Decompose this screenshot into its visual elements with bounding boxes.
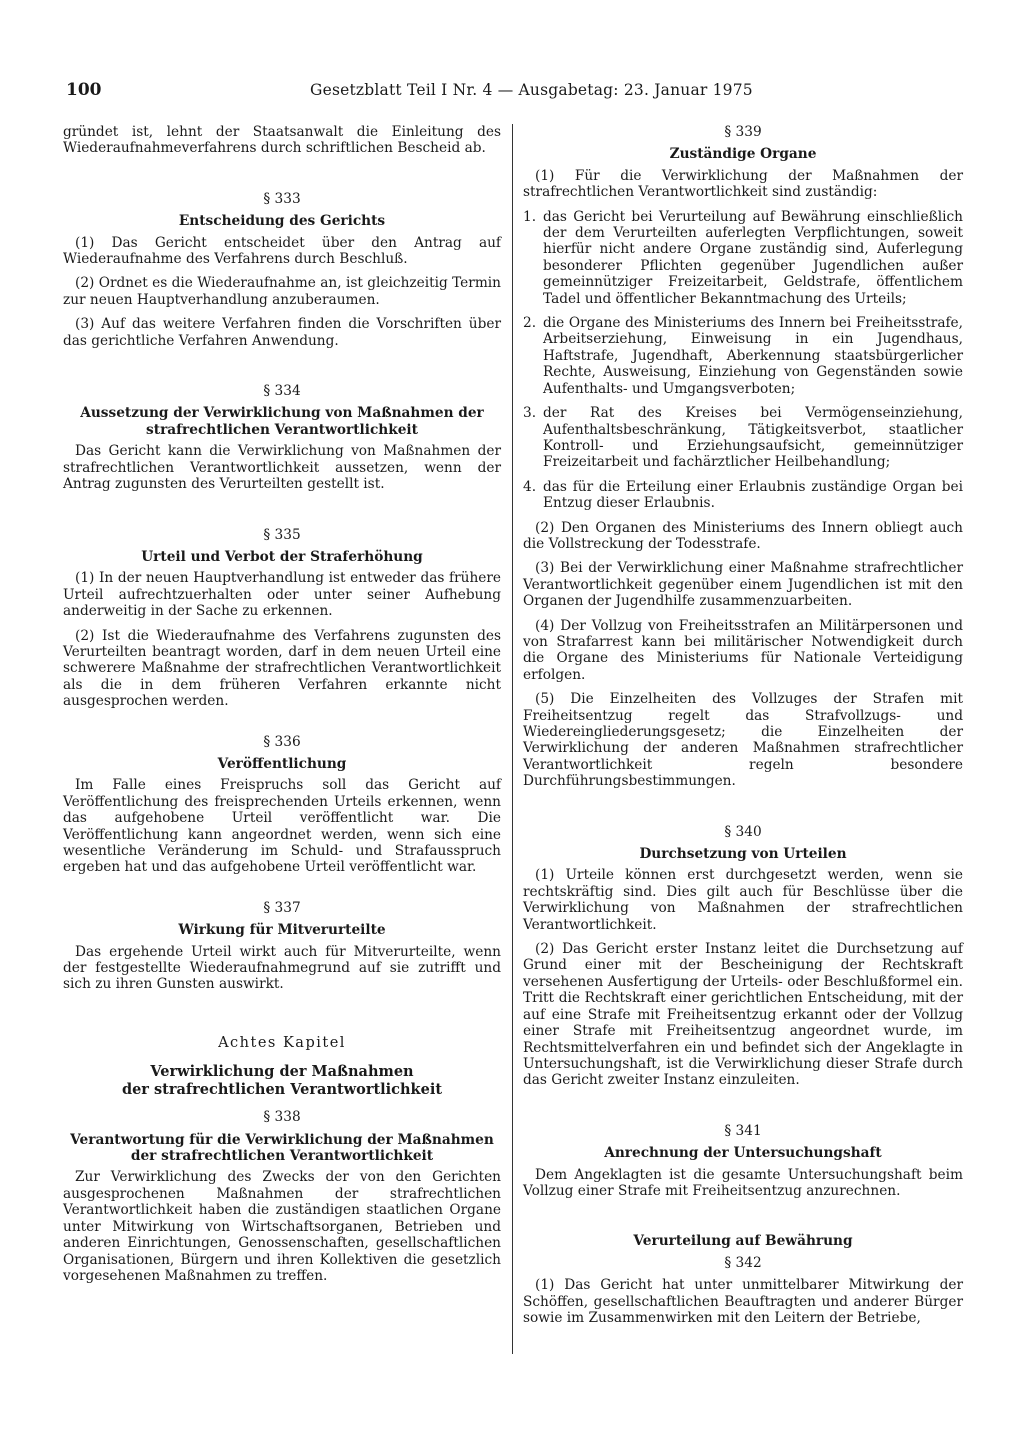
section-title: Wirkung für Mitverurteilte — [178, 922, 386, 939]
section-number: § 335 — [263, 526, 301, 543]
section-paragraph: Das Gericht kann die Verwirklichung von Maßnahmen der strafrechtlichen Verantwortlichkeit aussetzen, wenn der Antrag zugunsten des Verurteilten gestellt ist. — [63, 443, 501, 493]
section-number: § 340 — [724, 823, 762, 840]
section-paragraph: (1) Das Gericht entscheidet über den Antrag auf Wiederaufnahme des Verfahrens durch Beschluß. — [63, 234, 501, 268]
chapter-title — [63, 1063, 501, 1099]
section-334 — [63, 383, 501, 492]
list-item-text: die Organe des Ministeriums des Innern bei Freiheitsstrafe, Arbeitserziehung, Einweisung in ein Jugendhaus, Haftstrafe, Jugendhaft, Aberkennung staatsbürgerlicher Rechte, Ausweisung, Einziehung von Gegenständen sowie Aufenthalts- und Umgangsverboten; — [543, 315, 963, 397]
continuation-paragraph: gründet ist, lehnt der Staatsanwalt die Einleitung des Wiederaufnahmeverfahrens durch schriftlichen Bescheid ab. — [63, 124, 501, 157]
section-number: § 337 — [263, 899, 301, 916]
section-335 — [63, 527, 501, 710]
page-number: 100 — [66, 80, 102, 100]
section-number: § 334 — [263, 383, 301, 400]
chapter-title-line: Verwirklichung der Maßnahmen — [150, 1063, 414, 1081]
section-title: Anrechnung der Untersuchungshaft — [604, 1145, 882, 1162]
section-paragraph: (3) Auf das weitere Verfahren finden die Vorschriften über das gerichtliche Verfahren Anwendung. — [63, 316, 501, 349]
section-paragraph: Im Falle eines Freispruchs soll das Gericht auf Veröffentlichung des freisprechenden Urteils erkennen, wenn das aufgehobene Urteil veröffentlicht war. Die Veröffentlichung kann angeordnet werden, wenn sich eine wesentliche Veränderung im Schuld- und Strafausspruch ergeben hat und das aufgehobene Urteil veröffentlicht war. — [63, 777, 501, 876]
list-item-number: 2. — [523, 315, 537, 332]
section-title: Entscheidung des Gerichts — [178, 213, 386, 230]
section-paragraph: (2) Ordnet es die Wiederaufnahme an, ist gleichzeitig Termin zur neuen Hauptverhandlung anzuberaumen. — [63, 275, 501, 308]
section-paragraph: (3) Bei der Verwirklichung einer Maßnahme strafrechtlicher Verantwortlichkeit gegenüber einem Jugendlichen ist mit den Organen der Jugendhilfe zusammenzuarbeiten. — [523, 560, 963, 610]
column-divider — [512, 124, 513, 1354]
list-item — [523, 405, 963, 471]
section-paragraph: (1) Für die Verwirklichung der Maßnahmen der strafrechtlichen Verantwortlichkeit sind zuständig: — [523, 167, 963, 201]
list-item — [523, 209, 963, 307]
section-title: Veröffentlichung — [217, 755, 347, 772]
section-paragraph: (1) Urteile können erst durchgesetzt werden, wenn sie rechtskräftig sind. Dies gilt auch für Beschlüsse über die Verwirklichung von Maßnahmen der strafrechtlichen Verantwortlichkeit. — [523, 867, 963, 933]
list-item-number: 4. — [523, 478, 537, 495]
list-item-text: der Rat des Kreises bei Vermögenseinziehung, Aufenthaltsbeschränkung, Tätigkeitsverbot, staatlicher Kontroll- und Erziehungsaufsicht, gemeinnütziger Freizeitarbeit und fachärztlicher Heilbehandlung; — [543, 405, 963, 471]
list-item — [523, 479, 963, 512]
section-paragraph: (2) Ist die Wiederaufnahme des Verfahrens zugunsten des Verurteilten beantragt worden, darf in dem neuen Urteil eine schwerere Maßnahme der strafrechtlichen Verantwortlichkeit als die in dem früheren Verfahren erkannte nicht ausgesprochen werden. — [63, 627, 501, 710]
section-342 — [523, 1255, 963, 1327]
section-paragraph: (2) Den Organen des Ministeriums des Innern obliegt auch die Vollstreckung der Todesstrafe. — [523, 519, 963, 552]
section-number: § 341 — [724, 1122, 762, 1139]
chapter-heading — [63, 1035, 501, 1099]
enumerated-list — [523, 209, 963, 512]
section-336 — [63, 734, 501, 876]
section-338 — [63, 1109, 501, 1284]
section-number: § 333 — [263, 190, 301, 207]
chapter-title-line: der strafrechtlichen Verantwortlichkeit — [121, 1081, 443, 1099]
section-title: Verantwortung für die Verwirklichung der Maßnahmen der strafrechtlichen Verantwortlichkeit — [70, 1131, 494, 1165]
section-340 — [523, 824, 963, 1089]
section-341 — [523, 1123, 963, 1200]
section-paragraph: (1) In der neuen Hauptverhandlung ist entweder das frühere Urteil aufrechtzuerhalten oder unter seiner Aufhebung anderweitig in der Sache zu erkennen. — [63, 570, 501, 620]
section-number: § 336 — [263, 733, 301, 750]
section-title: Zuständige Organe — [669, 146, 817, 163]
list-item-number: 3. — [523, 405, 537, 422]
section-paragraph: Zur Verwirklichung des Zwecks der von den Gerichten ausgesprochenen Maßnahmen der strafrechtlichen Verantwortlichkeit haben die zuständigen staatlichen Organe unter Mitwirkung von Wirtschaftsorganen, Betrieben und anderen Einrichtungen, Genossenschaften, gesellschaftlichen Organisationen, Bürgern und ihren Kollektiven die gesetzlich vorgesehenen Maßnahmen zu treffen. — [63, 1169, 501, 1284]
section-paragraph: (1) Das Gericht hat unter unmittelbarer Mitwirkung der Schöffen, gesellschaftlichen Beauftragten und anderer Bürger sowie im Zusammenwirken mit den Leitern der Betriebe, — [523, 1277, 963, 1326]
list-item — [523, 315, 963, 397]
section-title: Durchsetzung von Urteilen — [639, 846, 847, 863]
section-number: § 339 — [724, 124, 762, 140]
right-column — [523, 124, 963, 1334]
section-paragraph: (2) Das Gericht erster Instanz leitet die Durchsetzung auf Grund einer mit der Bescheinigung der Rechtskraft versehenen Ausfertigung der Urteils- oder Beschlußformel ein. Tritt die Rechtskraft einer gerichtlichen Entscheidung, mit der auf eine Strafe mit Freiheitsentzug erkannt oder der Vollzug einer Strafe mit Freiheitsentzug angeordnet wurde, im Rechtsmittelverfahren ein und befindet sich der Angeklagte in Untersuchungshaft, ist die Verwirklichung dieser Strafe durch das Gericht zweiter Instanz einzuleiten. — [523, 941, 963, 1089]
section-paragraph: (4) Der Vollzug von Freiheitsstrafen an Militärpersonen und von Strafarrest kann bei militärischer Notwendigkeit durch die Organe des Ministeriums für Nationale Verteidigung erfolgen. — [523, 617, 963, 683]
section-paragraph: Das ergehende Urteil wirkt auch für Mitverurteilte, wenn der festgestellte Wiederaufnahmegrund auf sie zutrifft und sich zu ihren Gunsten auswirkt. — [63, 943, 501, 993]
list-item-text: das für die Erteilung einer Erlaubnis zuständige Organ bei Entzug dieser Erlaubnis. — [543, 478, 963, 512]
page-header — [66, 80, 966, 104]
running-head: Gesetzblatt Teil I Nr. 4 — Ausgabetag: 23. Januar 1975 — [310, 81, 753, 99]
section-title: Urteil und Verbot der Straferhöhung — [141, 548, 423, 565]
section-339 — [523, 124, 963, 790]
section-number: § 342 — [724, 1254, 762, 1271]
section-title: Aussetzung der Verwirklichung von Maßnahmen der strafrechtlichen Verantwortlichkeit — [80, 405, 484, 438]
section-333 — [63, 191, 501, 349]
left-column — [63, 124, 501, 1292]
subchapter-title: Verurteilung auf Bewährung — [633, 1233, 853, 1250]
chapter-label: Achtes Kapitel — [218, 1034, 346, 1051]
section-number: § 338 — [263, 1109, 301, 1126]
list-item-number: 1. — [523, 208, 537, 225]
list-item-text: das Gericht bei Verurteilung auf Bewährung einschließlich der dem Verurteilten auferlegten Verpflichtungen, soweit hierfür nicht andere Organe zuständig sind, Auferlegung besonderer Pflichten gegenüber Jugendlichen außer gemeinnütziger Freizeitarbeit, Geldstrafe, öffentlichem Tadel und öffentlicher Bekanntmachung des Urteils; — [543, 208, 963, 307]
section-337 — [63, 900, 501, 993]
section-paragraph: Dem Angeklagten ist die gesamte Untersuchungshaft beim Vollzug einer Strafe mit Freiheitsentzug anzurechnen. — [523, 1166, 963, 1199]
section-paragraph: (5) Die Einzelheiten des Vollzuges der Strafen mit Freiheitsentzug regelt das Strafvollzugs- und Wiedereingliederungsgesetz; die Einzelheiten der Verwirklichung der anderen Maßnahmen strafrechtlicher Verantwortlichkeit regeln besondere Durchführungsbestimmungen. — [523, 691, 963, 790]
